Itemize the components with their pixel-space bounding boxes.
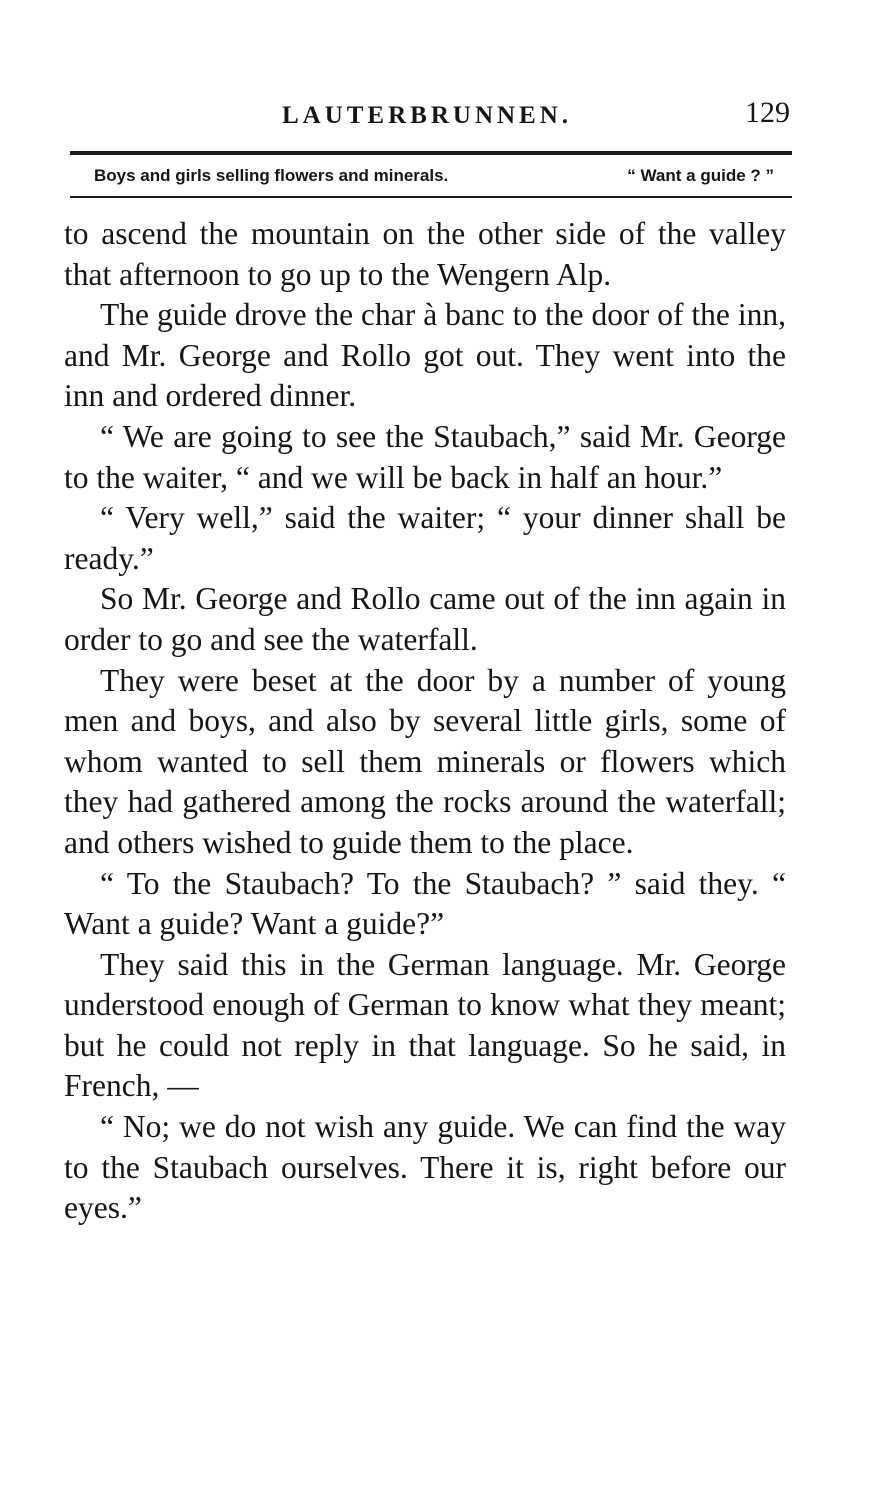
- paragraph: “ Very well,” said the waiter; “ your dinner shall be ready.”: [64, 500, 786, 576]
- page-number: 129: [745, 96, 790, 129]
- paragraph: So Mr. George and Rollo came out of the inn again in order to go and see the waterfall.: [64, 581, 786, 657]
- paragraph: They said this in the German language. Mr. George understood enough of German to know what they meant; but he could not reply in that language. So he said, in French, —: [64, 946, 786, 1104]
- header-rule-top: [70, 151, 792, 155]
- marginal-notes: [94, 162, 774, 192]
- body-text: [64, 214, 786, 1229]
- marginal-note-left: Boys and girls selling flowers and minerals.: [94, 166, 449, 185]
- paragraph: “ We are going to see the Staubach,” said Mr. George to the waiter, “ and we will be back in half an hour.”: [64, 418, 786, 495]
- running-head: [64, 96, 790, 140]
- running-title: LAUTERBRUNNEN.: [281, 102, 573, 129]
- paragraph: “ No; we do not wish any guide. We can find the way to the Staubach ourselves. There it is, right before our eyes.”: [64, 1109, 786, 1226]
- paragraph: They were beset at the door by a number of young men and boys, and also by several little girls, some of whom wanted to sell them minerals or flowers which they had gathered among the rocks around the waterfall; and others wished to guide them to the place.: [64, 662, 786, 860]
- paragraph-continued: to ascend the mountain on the other side of the valley that afternoon to go up to the Wengern Alp.: [64, 216, 786, 292]
- paragraph: “ To the Staubach? To the Staubach? ” said they. “ Want a guide? Want a guide?”: [64, 865, 786, 942]
- marginal-note-right: “ Want a guide ? ”: [627, 166, 774, 185]
- paragraph: The guide drove the char à banc to the door of the inn, and Mr. George and Rollo got out. They went into the inn and ordered dinner.: [64, 297, 786, 414]
- header-rule-bottom: [70, 196, 792, 198]
